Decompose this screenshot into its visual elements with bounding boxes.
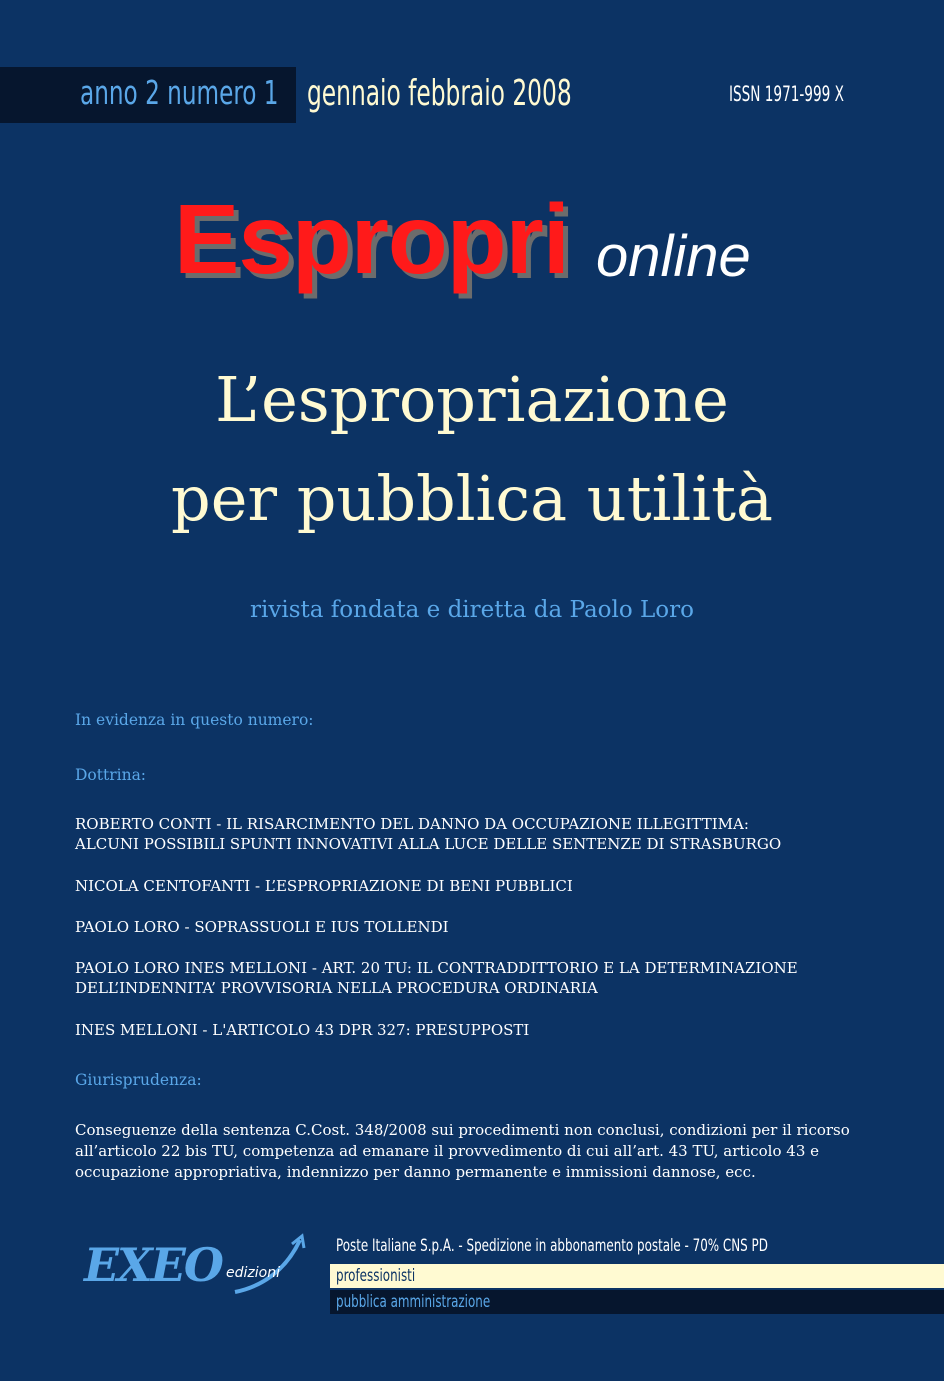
- article-line: ALCUNI POSSIBILI SPUNTI INNOVATIVI ALLA LUCE DELLE SENTENZE DI STRASBURGO: [75, 835, 782, 853]
- postal-notice: Poste Italiane S.p.A. - Spedizione in abbonamento postale - 70% CNS PD: [336, 1236, 768, 1256]
- article-line: ROBERTO CONTI - IL RISARCIMENTO DEL DANNO DA OCCUPAZIONE ILLEGITTIMA:: [75, 815, 749, 833]
- issn: ISSN 1971-999 X: [729, 82, 844, 106]
- audience-label: professionisti: [336, 1266, 416, 1286]
- publisher-logo-text: EXEO: [84, 1238, 222, 1292]
- headline-line-1: L’espropriazione: [215, 363, 729, 436]
- article-item: [75, 917, 875, 937]
- doctrine-label: Dottrina:: [75, 766, 147, 784]
- article-line: DELL’INDENNITA’ PROVVISORIA NELLA PROCEDURA ORDINARIA: [75, 979, 598, 997]
- article-item: [75, 876, 875, 896]
- article-line: PAOLO LORO INES MELLONI - ART. 20 TU: IL CONTRADDITTORIO E LA DETERMINAZIONE: [75, 959, 798, 977]
- article-line: PAOLO LORO - SOPRASSUOLI E IUS TOLLENDI: [75, 918, 449, 936]
- brand-suffix: online: [596, 224, 751, 289]
- article-item: [75, 814, 875, 854]
- issue-number: anno 2 numero 1: [80, 73, 279, 112]
- highlight-label: In evidenza in questo numero:: [75, 711, 314, 729]
- jurisprudence-summary: Conseguenze della sentenza C.Cost. 348/2008 sui procedimenti non conclusi, condizioni per il ricorso all’articolo 22 bis TU, competenza ad emanare il provvedimento di cui all’art. 43 TU, articolo 43 e occupazione appropriativa, indennizzo per danno permanente e immissioni dannose, ecc.: [75, 1121, 850, 1181]
- audience-label: pubblica amministrazione: [336, 1292, 491, 1312]
- issue-date: gennaio febbraio 2008: [307, 73, 572, 114]
- article-line: NICOLA CENTOFANTI - L’ESPROPRIAZIONE DI BENI PUBBLICI: [75, 877, 573, 895]
- article-line: INES MELLONI - L'ARTICOLO 43 DPR 327: PRESUPPOSTI: [75, 1021, 530, 1039]
- founder-note: rivista fondata e diretta da Paolo Loro: [250, 597, 694, 623]
- article-item: [75, 1020, 875, 1040]
- publisher-logo-suffix: edizioni: [226, 1265, 280, 1281]
- publisher-logo: [80, 1232, 310, 1312]
- headline-line-2: per pubblica utilità: [171, 462, 773, 535]
- brand-title: Espropri: [174, 184, 569, 294]
- audience-band-professionals: [330, 1264, 944, 1288]
- audience-band-public-admin: [330, 1290, 944, 1314]
- article-item: [75, 958, 875, 998]
- jurisprudence-label: Giurisprudenza:: [75, 1071, 202, 1089]
